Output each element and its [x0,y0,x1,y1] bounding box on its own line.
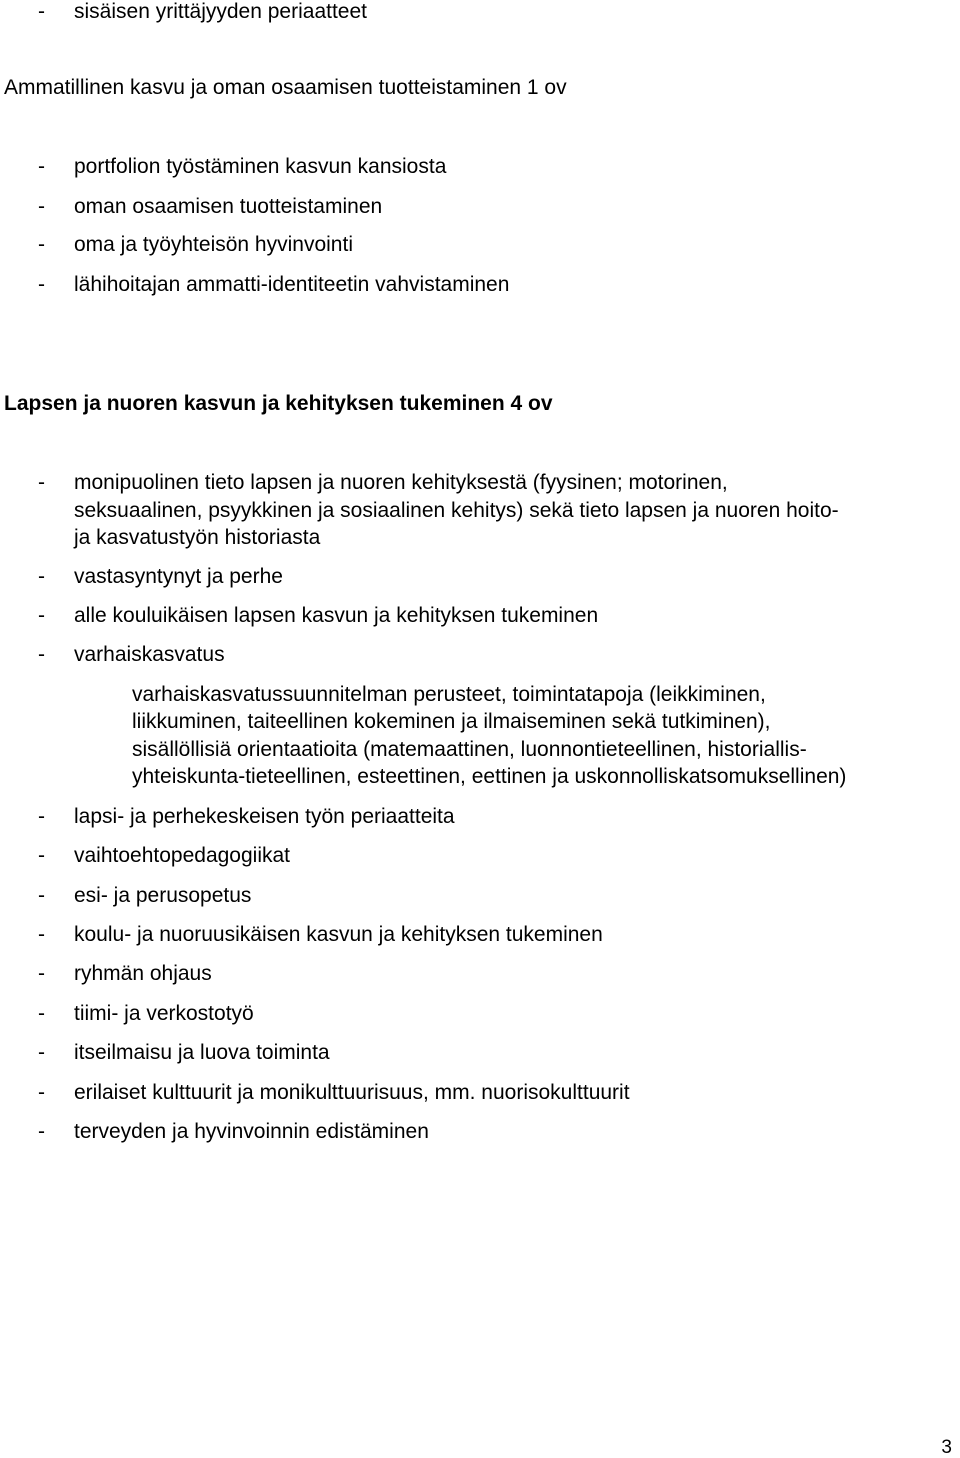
list-item-text: sisäisen yrittäjyyden periaatteet [74,0,367,23]
bullet-dash: - [38,1120,45,1143]
sub-paragraph-line: yhteiskunta-tieteellinen, esteettinen, eettinen ja uskonnolliskatsomuksellinen) [132,765,847,788]
page-number: 3 [941,1437,952,1458]
list-item-text: itseilmaisu ja luova toiminta [74,1041,330,1064]
bullet-dash: - [38,923,45,946]
list-item-text: terveyden ja hyvinvoinnin edistäminen [74,1120,429,1143]
list-item-continuation: ja kasvatustyön historiasta [74,526,321,549]
list-item-text: alle kouluikäisen lapsen kasvun ja kehityksen tukeminen [74,604,599,627]
list-item-text: vaihtoehtopedagogiikat [74,844,291,867]
sub-paragraph-line: sisällöllisiä orientaatioita (matemaattinen, luonnontieteellinen, historiallis- [132,738,807,761]
bullet-dash: - [38,0,45,23]
section-heading-lapsen-ja-nuoren-kasvu: Lapsen ja nuoren kasvun ja kehityksen tukeminen 4 ov [4,392,553,415]
bullet-dash: - [38,1041,45,1064]
bullet-dash: - [38,155,45,178]
bullet-dash: - [38,233,45,256]
list-item-text: oma ja työyhteisön hyvinvointi [74,233,353,256]
list-item-text: koulu- ja nuoruusikäisen kasvun ja kehityksen tukeminen [74,923,603,946]
bullet-dash: - [38,1081,45,1104]
list-item-text: oman osaamisen tuotteistaminen [74,195,383,218]
bullet-dash: - [38,805,45,828]
bullet-dash: - [38,604,45,627]
bullet-dash: - [38,1002,45,1025]
list-item-text: varhaiskasvatus [74,643,225,666]
bullet-dash: - [38,844,45,867]
list-item-text: erilaiset kulttuurit ja monikulttuurisuus, mm. nuorisokulttuurit [74,1081,630,1104]
bullet-dash: - [38,643,45,666]
bullet-dash: - [38,884,45,907]
list-item-text: lähihoitajan ammatti-identiteetin vahvistaminen [74,273,510,296]
bullet-dash: - [38,565,45,588]
list-item-text: tiimi- ja verkostotyö [74,1002,254,1025]
list-item-continuation: seksuaalinen, psyykkinen ja sosiaalinen kehitys) sekä tieto lapsen ja nuoren hoito- [74,499,839,522]
bullet-dash: - [38,471,45,494]
list-item-text: lapsi- ja perhekeskeisen työn periaatteita [74,805,455,828]
list-item-text: vastasyntynyt ja perhe [74,565,283,588]
list-item-text: monipuolinen tieto lapsen ja nuoren kehityksestä (fyysinen; motorinen, [74,471,728,494]
bullet-dash: - [38,195,45,218]
bullet-dash: - [38,962,45,985]
list-item-text: ryhmän ohjaus [74,962,212,985]
list-item-text: esi- ja perusopetus [74,884,252,907]
sub-paragraph-line: liikkuminen, taiteellinen kokeminen ja ilmaiseminen sekä tutkiminen), [132,710,771,733]
section-heading-ammatillinen-kasvu: Ammatillinen kasvu ja oman osaamisen tuotteistaminen 1 ov [4,76,567,99]
list-item-text: portfolion työstäminen kasvun kansiosta [74,155,447,178]
sub-paragraph-line: varhaiskasvatussuunnitelman perusteet, toimintatapoja (leikkiminen, [132,683,766,706]
bullet-dash: - [38,273,45,296]
